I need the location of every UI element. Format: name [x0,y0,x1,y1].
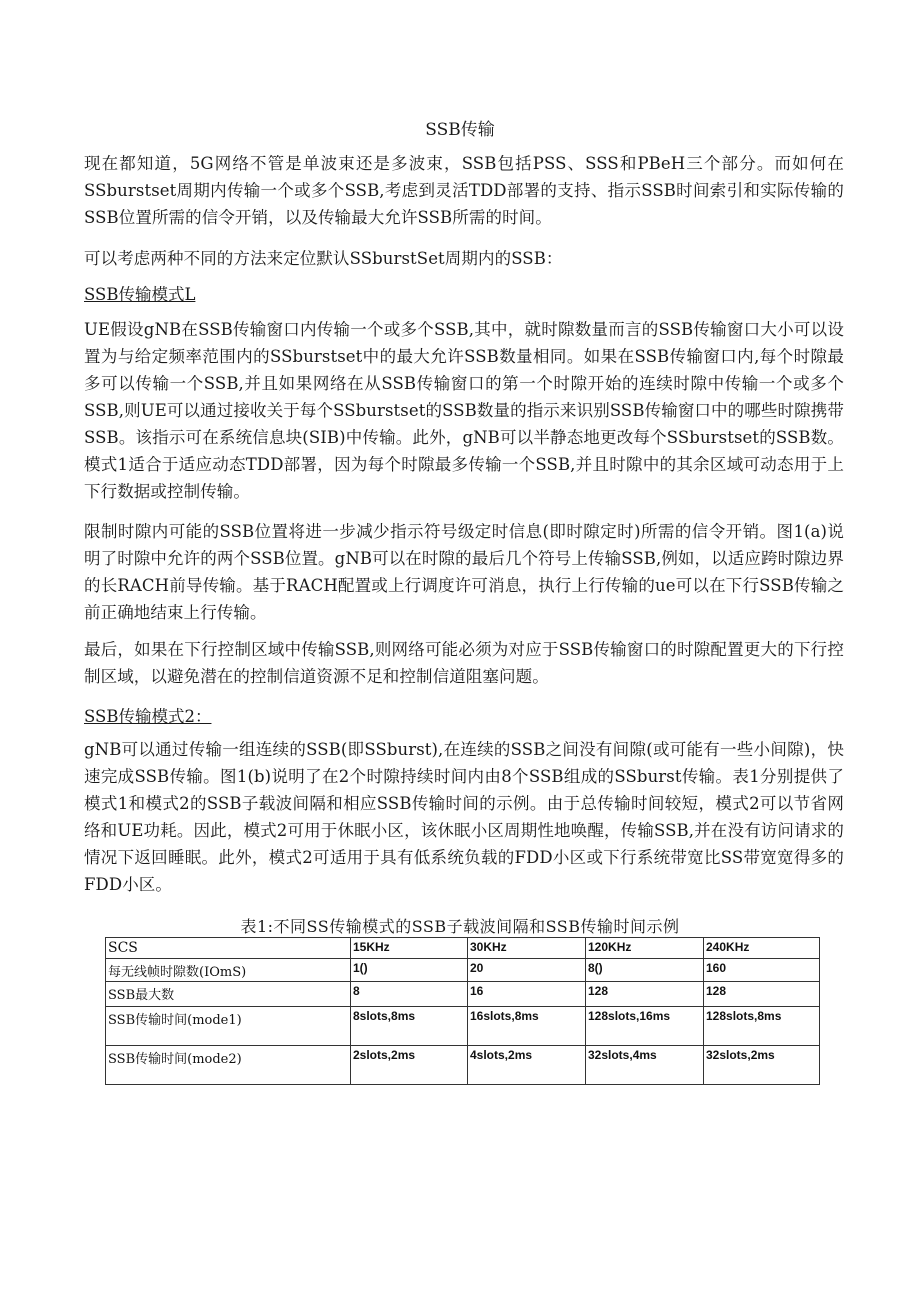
table-caption: 表1:不同SS传输模式的SSB子载波间隔和SSB传输时间示例 [240,917,680,936]
paragraph-methods: 可以考虑两种不同的方法来定位默认SSburstSet周期内的SSB： [84,249,563,268]
table-cell: 1() [351,959,468,982]
table-cell: 32slots,2ms [704,1046,820,1085]
table-cell: 32slots,4ms [586,1046,704,1085]
table-cell: 16 [468,982,586,1007]
table-row-label: SSB最大数 [106,982,351,1007]
paragraph-control-region: 最后，如果在下行控制区域中传输SSB,则网络可能必须为对应于SSB传输窗口的时隙配置更大的下行控制区域，以避免潜在的控制信道资源不足和控制信道阻塞问题。 [84,640,844,686]
table-header-row [106,938,820,959]
table-cell: 128slots,8ms [704,1007,820,1046]
table-cell: 2slots,2ms [351,1046,468,1085]
table-row [106,1007,820,1046]
table-header-cell: 30KHz [468,938,586,959]
table-cell: 16slots,8ms [468,1007,586,1046]
table-cell: 160 [704,959,820,982]
table-cell: 128slots,16ms [586,1007,704,1046]
paragraph-mode1-description: UE假设gNB在SSB传输窗口内传输一个或多个SSB,其中，就时隙数量而言的SSB传输窗口大小可以设置为与给定频率范围内的SSburstset中的最大允许SSB数量相同。如果在SSB传输窗口内,每个时隙最多可以传输一个SSB,并且如果网络在从SSB传输窗口的第一个时隙开始的连续时隙中传输一个或多个SSB,则UE可以通过接收关于每个SSburstset的SSB数量的指示来识别SSB传输窗口中的哪些时隙携带SSB。该指示可在系统信息块(SIB)中传输。此外，gNB可以半静态地更改每个SSburstset的SSB数。模式1适合于适应动态TDD部署，因为每个时隙最多传输一个SSB,并且时隙中的其余区域可动态用于上下行数据或控制传输。 [84,320,844,501]
table-row-label: SSB传输时间(mode2) [106,1046,351,1085]
table-header-cell: SCS [106,938,351,959]
table-cell: 128 [704,982,820,1007]
paragraph-mode2-description: gNB可以通过传输一组连续的SSB(即SSburst),在连续的SSB之间没有间隙(或可能有一些小间隙)，快速完成SSB传输。图1(b)说明了在2个时隙持续时间内由8个SSB组成的SSburst传输。表1分别提供了模式1和模式2的SSB子载波间隔和相应SSB传输时间的示例。由于总传输时间较短，模式2可以节省网络和UE功耗。因此，模式2可用于休眠小区，该休眠小区周期性地唤醒，传输SSB,并在没有访问请求的情况下返回睡眠。此外，模式2可适用于具有低系统负载的FDD小区或下行系统带宽比SS带宽宽得多的FDD小区。 [84,740,844,894]
table-row [106,1046,820,1085]
table-cell: 8 [351,982,468,1007]
paragraph-intro: 现在都知道，5G网络不管是单波束还是多波束，SSB包括PSS、SSS和PBeH三个部分。而如何在SSburstset周期内传输一个或多个SSB,考虑到灵活TDD部署的支持、指示SSB时间索引和实际传输的SSB位置所需的信令开销，以及传输最大允许SSB所需的时间。 [84,154,844,227]
table-row [106,959,820,982]
ssb-table [105,937,820,1085]
heading-mode1: SSB传输模式L [84,285,196,304]
table-cell: 8slots,8ms [351,1007,468,1046]
table-header-cell: 240KHz [704,938,820,959]
table-cell: 20 [468,959,586,982]
table-row-label: SSB传输时间(mode1) [106,1007,351,1046]
table-header-cell: 120KHz [586,938,704,959]
table-cell: 8() [586,959,704,982]
table-row [106,982,820,1007]
document-title: SSB传输 [425,120,495,140]
table-header-cell: 15KHz [351,938,468,959]
table-cell: 4slots,2ms [468,1046,586,1085]
heading-mode2: SSB传输模式2： [84,707,212,726]
paragraph-slot-position: 限制时隙内可能的SSB位置将进一步减少指示符号级定时信息(即时隙定时)所需的信令开销。图1(a)说明了时隙中允许的两个SSB位置。gNB可以在时隙的最后几个符号上传输SSB,例如，以适应跨时隙边界的长RACH前导传输。基于RACH配置或上行调度许可消息，执行上行传输的ue可以在下行SSB传输之前正确地结束上行传输。 [84,522,844,622]
table-cell: 128 [586,982,704,1007]
table-row-label: 每无线帧时隙数(IOmS) [106,959,351,982]
